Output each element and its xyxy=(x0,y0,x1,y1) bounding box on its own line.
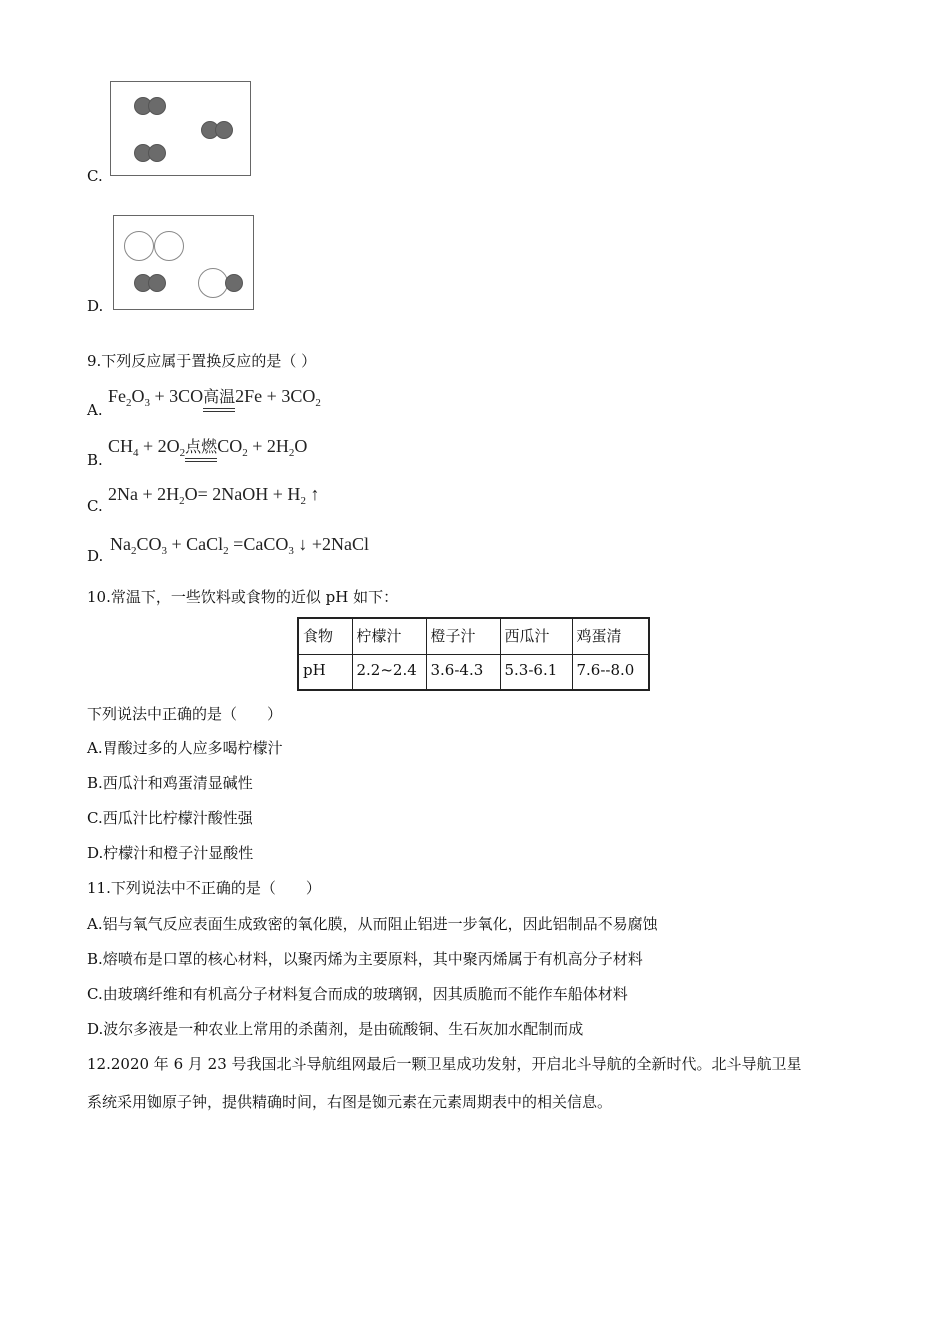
q9-equation-d: $Na_2CO_3$ + CaCl$_2$ =CaCO$_3$ ↓ +2NaCl xyxy=(110,534,369,557)
table-header-row xyxy=(298,618,649,654)
option-c-label: C. xyxy=(87,167,103,185)
table-cell: 橙子汁 xyxy=(426,618,500,654)
atom-dark xyxy=(225,274,243,292)
atom-light xyxy=(154,231,184,261)
particle-diagram-d xyxy=(113,215,254,310)
atom-light xyxy=(198,268,228,298)
table-row xyxy=(298,654,649,690)
q10-stem: 10.常温下，一些饮料或食物的近似 pH 如下： xyxy=(87,588,399,606)
atom-dark xyxy=(215,121,233,139)
q11-option-b: B.熔喷布是口罩的核心材料，以聚丙烯为主要原料，其中聚丙烯属于有机高分子材料 xyxy=(87,950,643,968)
q10-option-a: A.胃酸过多的人应多喝柠檬汁 xyxy=(87,739,283,757)
q11-option-d: D.波尔多液是一种农业上常用的杀菌剂，是由硫酸铜、生石灰加水配制而成 xyxy=(87,1020,584,1038)
atom-dark xyxy=(148,144,166,162)
q10-option-d: D.柠檬汁和橙子汁显酸性 xyxy=(87,844,254,862)
q11-stem: 11.下列说法中不正确的是（ ） xyxy=(87,879,321,897)
q9-equation-a: $Fe_2O_3 + 3CO$高温$2Fe + 3CO_2$ xyxy=(108,386,321,409)
q9-option-a-label: A. xyxy=(87,401,103,419)
q9-stem: 9.下列反应属于置换反应的是（ ） xyxy=(87,352,317,370)
table-cell: 7.6--8.0 xyxy=(572,654,649,690)
table-cell: 食物 xyxy=(298,618,352,654)
atom-dark xyxy=(148,97,166,115)
atom-dark xyxy=(148,274,166,292)
q11-option-c: C.由玻璃纤维和有机高分子材料复合而成的玻璃钢，因其质脆而不能作车船体材料 xyxy=(87,985,628,1003)
q9-equation-b: $CH_4 + 2O_2$点燃$CO_2 + 2H_2O$ xyxy=(108,436,308,459)
table-cell: 5.3-6.1 xyxy=(500,654,572,690)
table-cell: 鸡蛋清 xyxy=(572,618,649,654)
q12-line1: 12.2020 年 6 月 23 号我国北斗导航组网最后一颗卫星成功发射，开启北斗导航的全新时代。北斗导航卫星 xyxy=(87,1055,802,1073)
q10-question: 下列说法中正确的是（ ） xyxy=(87,705,283,723)
q9-option-c-label: C. xyxy=(87,497,103,515)
q12-line2: 系统采用铷原子钟，提供精确时间，右图是铷元素在元素周期表中的相关信息。 xyxy=(87,1093,613,1111)
table-cell: 西瓜汁 xyxy=(500,618,572,654)
q11-option-a: A.铝与氧气反应表面生成致密的氧化膜，从而阻止铝进一步氧化，因此铝制品不易腐蚀 xyxy=(87,915,658,933)
q9-option-d-label: D. xyxy=(87,547,104,565)
q9-option-b-label: B. xyxy=(87,451,103,469)
table-cell: 柠檬汁 xyxy=(352,618,426,654)
atom-light xyxy=(124,231,154,261)
particle-diagram-c xyxy=(110,81,251,176)
reaction-condition-high-temp: 高温 xyxy=(203,384,235,407)
option-d-label: D. xyxy=(87,297,104,315)
q10-option-b: B.西瓜汁和鸡蛋清显碱性 xyxy=(87,774,253,792)
reaction-condition-ignite: 点燃 xyxy=(185,434,217,457)
table-cell: pH xyxy=(298,654,352,690)
q10-option-c: C.西瓜汁比柠檬汁酸性强 xyxy=(87,809,253,827)
table-cell: 3.6-4.3 xyxy=(426,654,500,690)
q9-equation-c: $2Na + 2H_2O=$ 2NaOH + $H_2$ ↑ xyxy=(108,484,320,507)
ph-table xyxy=(297,617,650,691)
table-cell: 2.2~2.4 xyxy=(352,654,426,690)
